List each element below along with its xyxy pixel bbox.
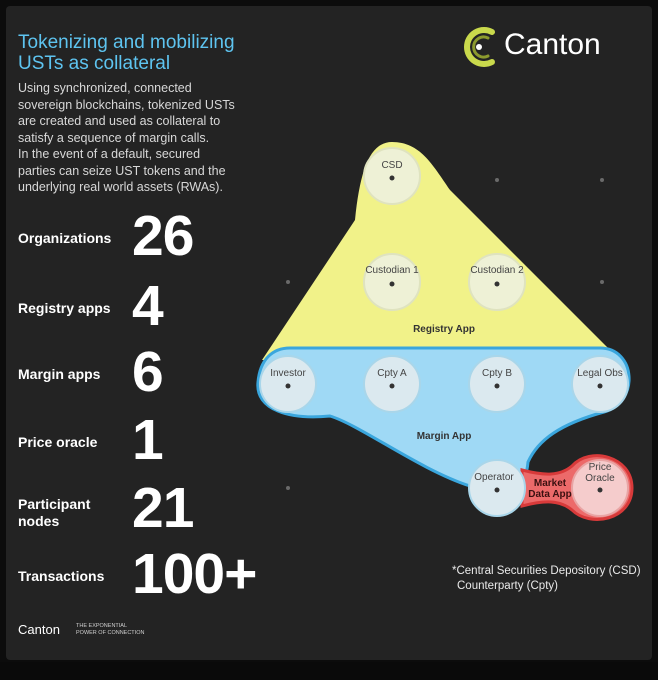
description-line: Using synchronized, connected bbox=[18, 81, 192, 95]
title-line: Tokenizing and mobilizing bbox=[18, 32, 235, 53]
title-line: USTs as collateral bbox=[18, 53, 171, 74]
node-label-csd: CSD bbox=[381, 160, 403, 171]
canton-logo-text: Canton bbox=[504, 28, 601, 61]
stat-value: 1 bbox=[132, 408, 163, 472]
node-label-investor: Investor bbox=[270, 368, 306, 379]
stat-label-line: Participant bbox=[18, 496, 91, 512]
stat-value: 6 bbox=[132, 340, 163, 404]
stat-label: Transactions bbox=[18, 568, 105, 584]
footnote-line: Counterparty (Cpty) bbox=[457, 580, 558, 592]
stat-value: 21 bbox=[132, 476, 194, 540]
footnote bbox=[452, 564, 641, 594]
footer-brand: Canton bbox=[18, 622, 60, 637]
stat-label: Price oracle bbox=[18, 434, 98, 450]
region-label-market-line: Market bbox=[533, 478, 567, 489]
stat-value: 26 bbox=[132, 204, 194, 268]
region-label-market-line: Data App bbox=[528, 489, 572, 500]
node-label-cpty-a: Cpty A bbox=[377, 368, 407, 379]
node-label-operator: Operator bbox=[474, 472, 514, 483]
description-line: satisfy a sequence of margin calls. bbox=[18, 130, 210, 145]
stat-value: 4 bbox=[132, 274, 163, 338]
node-label-custodian1: Custodian 1 bbox=[365, 265, 419, 276]
footnote-line: *Central Securities Depository (CSD) bbox=[452, 565, 641, 577]
region-label-margin: Margin App bbox=[416, 431, 472, 442]
footer-tagline-line: THE EXPONENTIAL bbox=[76, 623, 128, 629]
node-label-legal-obs: Legal Obs bbox=[577, 368, 623, 379]
stat-label: Registry apps bbox=[18, 300, 111, 316]
region-label-registry: Registry App bbox=[413, 324, 475, 335]
description-line: parties can seize UST tokens and the bbox=[18, 163, 226, 178]
node-label-price-oracle-line: Oracle bbox=[585, 473, 615, 484]
node-label-price-oracle-line: Price bbox=[588, 462, 612, 473]
stat-value: 100+ bbox=[132, 542, 257, 606]
description-line: sovereign blockchains, tokenized USTs bbox=[18, 97, 235, 112]
node-label-custodian2: Custodian 2 bbox=[470, 265, 524, 276]
stat-label-line: nodes bbox=[18, 513, 60, 529]
node-label-cpty-b: Cpty B bbox=[481, 368, 513, 379]
description-line: are created and used as collateral to bbox=[18, 114, 221, 128]
stat-label: Margin apps bbox=[18, 366, 101, 382]
footer-tagline-line: POWER OF CONNECTION bbox=[76, 629, 145, 636]
stat-label: Organizations bbox=[18, 230, 112, 246]
footer-tagline bbox=[76, 623, 166, 636]
description-line: underlying real world assets (RWAs). bbox=[18, 180, 223, 194]
description-line: In the event of a default, secured bbox=[18, 147, 201, 161]
